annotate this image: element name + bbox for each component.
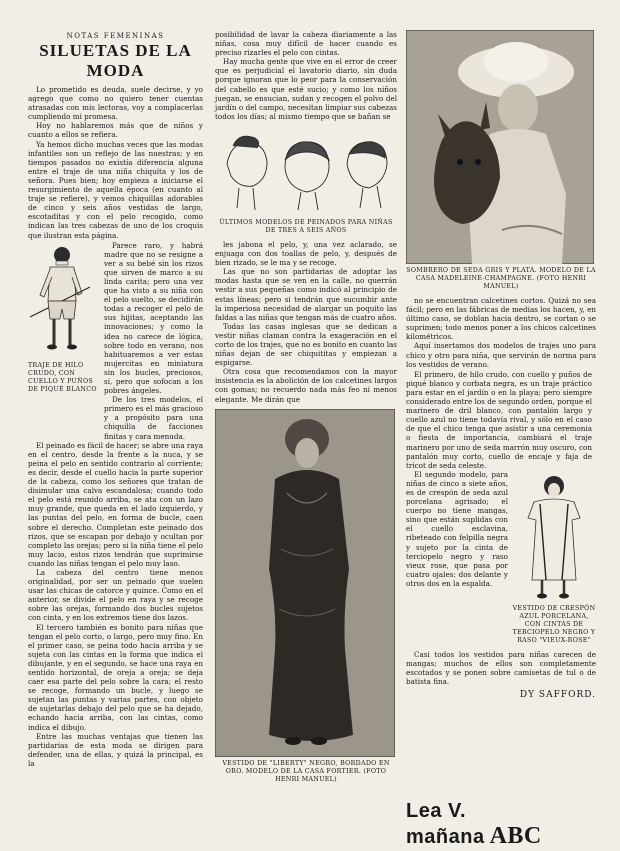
abc-logo: ABC — [489, 823, 542, 849]
paragraph: les jabona el pelo, y, una vez aclarado, se enjuaga con dos toallas de pelo, y, después de bien rizado, se le ma y se recoge. — [215, 239, 397, 268]
paragraph: posibilidad de lavar la cabeza diariamente a las niñas, cosa muy difícil de hacer cuando es preciso rizarles el pelo con cintas. — [215, 30, 397, 58]
boy-suit-drawing — [28, 241, 100, 359]
paragraph: Todas las casas inglesas que se dedican a vestir niñas claman contra la exageración en el corto de los trajes, que no es bonito en cuanto las niñas dejan de ser chiquititas y empiezan a espigarse. — [215, 321, 397, 368]
paragraph: El tercero también es bonito para niñas que tengan el pelo corto, o largo, pero muy fino. En el primer caso, se peina todo hacia arriba y se sujeta con las cintas en la forma que indica el dibujante, y en el segundo, se hace una raya en sentido horizontal, de oreja a oreja; se deja caer esa parte del pelo sobre la cara; el resto se recoge, formando un bucle, y luego se sujetan las puntas y varias partes, con objeto de sujetarlas debajo del pelo que se ha dejado, echando hacia arriba, con las cintas, como indica el dibujo. — [28, 622, 203, 732]
column-2 — [215, 30, 397, 789]
headline: SILUETAS DE LA MODA — [39, 41, 192, 80]
paragraph: Lo prometido es deuda, suele decirse, y yo agrego que como no quiero tener cuentas atrasadas con mis lectoras, voy a complacerlas cumpliendo mi promesa. — [28, 85, 203, 122]
paragraph: El segundo modelo, para niñas de cinco a siete años, es de crespón de seda azul porcelana agrisado; el cuerpo no tiene mangas, sino que están suplidas con el cuello esclavina, ribeteado con felpilla negra y sujeto por la cinta de terciopelo negro y raso vieux rose, que pasa por cuatro ojales: dos delante y otros dos en la espalda. — [406, 469, 508, 588]
girl-dress-illustration-block — [512, 470, 596, 650]
advert-text: Lea V. mañana — [406, 800, 485, 848]
paragraph: Entre las muchas ventajas que tienen las partidarias de esta moda se dirigen para defender, una de ellas, y quizá la principal, es la — [28, 731, 203, 768]
paragraph: Otra cosa que recomendamos con la mayor insistencia es la abolición de los calcetines largos con gomas; no recuerdo nada más feo ni menos elegante. Me dirán que — [215, 367, 397, 404]
paragraph: Aquí insertamos dos modelos de trajes uno para chico y otro para niña, que servirán de norma para los vestidos de verano. — [406, 341, 596, 369]
paragraph: Casi todos los vestidos para niñas carecen de mangas; muchos de ellos son completamente escotados y se ponen sobre camisetas de tul o de batista fina. — [406, 649, 596, 687]
boy-suit-caption: TRAJE DE HILO CRUDO, CON CUELLO Y PUÑOS DE PIQUÉ BLANCO — [28, 361, 97, 393]
liberty-dress-caption: VESTIDO DE "LIBERTY" NEGRO, BORDADO EN ORO. MODELO DE LA CASA FORTIER. (FOTO HENRI MANUEL) — [222, 759, 390, 783]
hat-photo-caption: SOMBRERO DE SEDA GRIS Y PLATA. MODELO DE LA CASA MADELEINE-CHAMPAGNE. (FOTO HENRI MANUEL) — [406, 267, 596, 290]
paragraph: Hoy no hablaremos más que de niños y cuanto a ellos se refiera. — [28, 121, 203, 140]
hat-photo-figure — [406, 30, 594, 264]
liberty-dress-figure — [215, 409, 395, 757]
paragraph: El peinado es fácil de hacer; se abre una raya en el centro, desde la frente a la nuca, y se peina el pelo en sentido contrario al corriente; es decir, desde el cuello hacia la parte superior de la cabeza, como los señores que tratan de disimular una calva escandalosa; cuando todo el pelo está reunido arriba, se ata con un lazo muy grande, que queda en el lado izquierdo, y las puntas del pelo, en forma de bucle, caen sobre el derecho. Completan este peinado dos rizos, que se escapan por debajo y ocultan por completo las orejas; pero si la niña tiene el pelo muy lacio, estos rizos tendrán que suprimirse cuando las niñas tengan el pelo muy laso. — [28, 440, 203, 568]
abc-advert — [406, 800, 596, 850]
three-heads-drawing — [215, 124, 397, 216]
paragraph: De los tres modelos, el primero es el más gracioso y a propósito para una chiquilla de facciones finitas y cara menuda. — [104, 395, 203, 441]
paragraph: no se encuentran calcetines cortos. Quizá no sea fácil; pero en las fábricas de medias los hacen, y, en último caso, se doblan hacia dentro, se cortan o se suprimen; todo menos poner a los chicos calcetines kilométricos. — [406, 296, 596, 342]
paragraph: Las que no son partidarias de adoptar las modas hasta que se ven en la calle, no querrán vestir a sus pequeñas como indicó al principio de estas líneas; pero si tendrán que sucumbir ante la imperiosa necesidad de alargar un poquito las faldas a las niñas que tengan más de cuatro años. — [215, 267, 397, 322]
author-signature: DY SAFFORD. — [519, 690, 596, 701]
paragraph: Parece raro, y habrá madre que no se resigne a ver a su bebé sin los rizos que sirven de marco a su linda carita; pero una vez que ha visto a su niña con el pelo suelto, se decidirán todas a recoger el pelo de sus hijitas, aceptando las innovaciones; y como la idea no carece de lógica, sobre todo en verano, nos habituaremos a ver estas mujercitas en miniatura sin los bucles, preciosos, sí, pero que sofocan a los pobres ángeles. — [104, 240, 203, 396]
girl-dress-caption: VESTIDO DE CRESPÓN AZUL PORCELANA, CON CINTAS DE TERCIOPELO NEGRO Y RASO "VIEUX-ROSE" — [512, 604, 596, 644]
girl-dress-drawing — [512, 470, 596, 602]
liberty-dress-photo — [215, 409, 395, 757]
section-label: NOTAS FEMENINAS — [66, 32, 165, 40]
paragraph: El primero, de hilo crudo, con cuello y puños de piqué blanco y corbata negra, es un traje práctico para estar en el jardín o en la playa; pero siempre considerado entre los de segundo orden, porque el marinero de dril blanco, con pantalón largo y cuello azul no tiene todavía rival, y sólo en el caso de que el chico tenga que asistir a una ceremonia o fiesta de importancia, cambiará el traje marinero por uno de seda marrón muy oscuro, con pantalón muy corto, cuello de encaje y faja de tricot de seda celeste. — [406, 369, 592, 470]
hairstyles-illustration — [215, 124, 397, 235]
paragraph: Hay mucha gente que vive en el error de creer que es perjudicial el lavatorio diario, sin duda porque ignoran que lo peor para la conservación del cabello es que esté sucio; y como los niños juegan, se ensucian, sudan y recogen el polvo del jardín o del campo, necesitan limpiar sus cabezas todos los días; al mismo tiempo que se bañan se — [215, 57, 397, 121]
paragraph: Ya hemos dicho muchas veces que las modas infantiles son un reflejo de las nuestras; y en tiempos pasados no existía diferencia alguna entre el traje de una niña chiquita y los de señora. Pues bien; hoy empieza a iniciarse el resurgimiento de aquella época (en cuanto al traje se refiere), y vemos chiquillas adorables de cinco y seis años vestidas de largo, escotaditas y con el pelo recogido, como indican las tres cabezas de uno de los croquis que ilustran esta página. — [28, 139, 203, 240]
column-3 — [406, 30, 596, 700]
hairstyles-caption: ÚLTIMOS MODELOS DE PEINADOS PARA NIÑAS DE TRES A SEIS AÑOS — [219, 218, 393, 234]
hat-photo — [406, 30, 594, 264]
column-1 — [28, 30, 203, 768]
paragraph: La cabeza del centro tiene menos originalidad, por ser un peinado que suelen usar las chicas de catorce y quince. Como en el anterior, se divide el pelo en raya y se recoge sobre las orejas, formando dos bucles sujetos con cinta, y en los extremos tiene dos lazos. — [28, 567, 203, 623]
boy-suit-illustration-block — [28, 241, 100, 441]
